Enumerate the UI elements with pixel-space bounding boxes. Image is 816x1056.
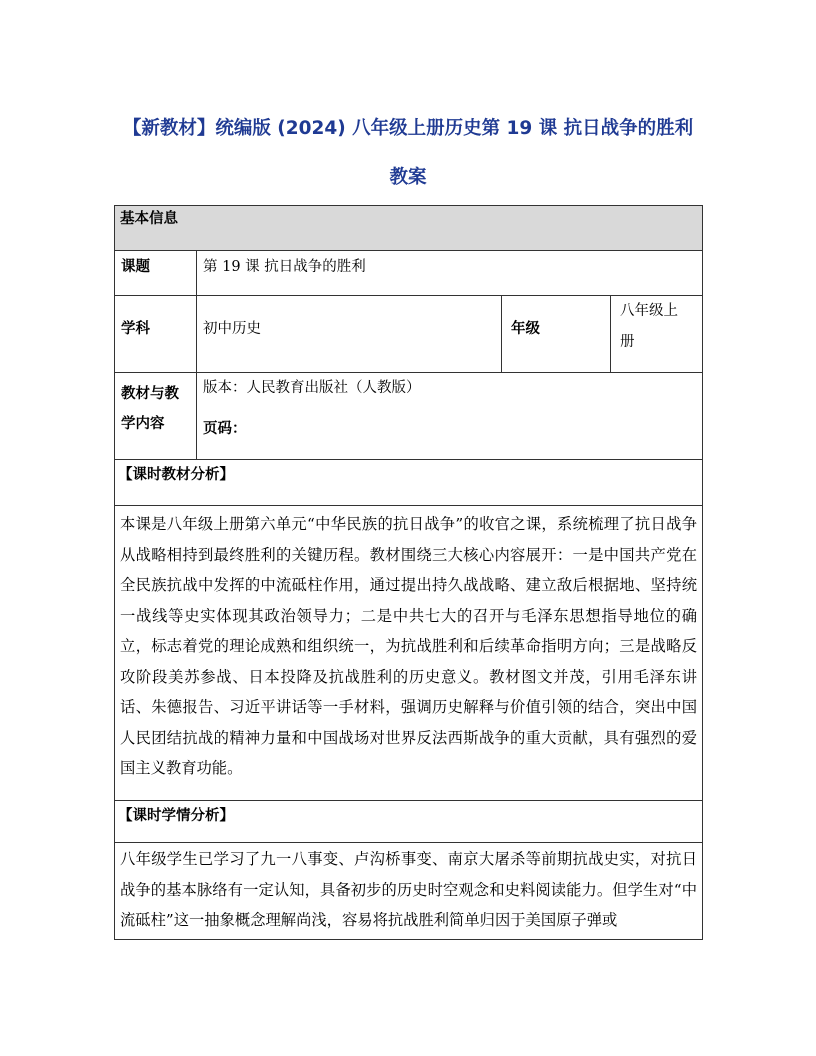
- learner-paragraph: 八年级学生已学习了九一八事变、卢沟桥事变、南京大屠杀等前期抗战史实，对抗日战争的基本脉络有一定认知，具备初步的历史时空观念和史料阅读能力。但学生对“中流砥柱”这一抽象概念理解尚浅，容易将抗战胜利简单归因于美国原子弹或: [120, 850, 697, 929]
- learner-header: 【课时学情分析】: [118, 808, 234, 824]
- table-rule: [114, 250, 703, 251]
- grade-value-line1: 八年级上: [620, 303, 678, 319]
- table-column-rule: [501, 295, 502, 372]
- basic-info-header: 基本信息: [120, 211, 178, 227]
- subject-value: 初中历史: [203, 321, 261, 337]
- pages-text: 页码：: [203, 421, 247, 437]
- table-border-right: [702, 205, 703, 940]
- grade-label: 年级: [511, 321, 540, 337]
- table-rule: [114, 372, 703, 373]
- analysis-header-row: [114, 459, 703, 505]
- document-title-line2: 教案: [389, 167, 427, 188]
- lesson-plan-table: [114, 205, 703, 940]
- table-border-top: [114, 205, 703, 206]
- table-rule: [114, 505, 703, 506]
- basic-info-row: [114, 205, 703, 250]
- table-rule: [114, 459, 703, 460]
- textbook-label-line2: 学内容: [121, 416, 165, 432]
- analysis-text-row: [114, 505, 703, 800]
- table-rule: [114, 800, 703, 801]
- table-column-rule: [610, 295, 611, 372]
- textbook-row: [114, 372, 703, 459]
- learner-text-row: [114, 842, 703, 940]
- table-column-rule: [196, 250, 197, 459]
- table-rule: [114, 295, 703, 296]
- subject-label: 学科: [121, 321, 150, 337]
- table-rule: [114, 842, 703, 843]
- edition-text: 版本：人民教育出版社（人教版）: [203, 380, 421, 396]
- topic-value: 第 19 课 抗日战争的胜利: [203, 259, 366, 275]
- grade-value-line2: 册: [620, 334, 635, 350]
- analysis-paragraph: 本课是八年级上册第六单元“中华民族的抗日战争”的收官之课，系统梳理了抗日战争从战略相持到最终胜利的关键历程。教材围绕三大核心内容展开：一是中国共产党在全民族抗战中发挥的中流砥柱作用，通过提出持久战战略、建立敌后根据地、坚持统一战线等史实体现其政治领导力；二是中共七大的召开与毛泽东思想指导地位的确立，标志着党的理论成熟和组织统一，为抗战胜利和后续革命指明方向；三是战略反攻阶段美苏参战、日本投降及抗战胜利的历史意义。教材图文并茂，引用毛泽东讲话、朱德报告、习近平讲话等一手材料，强调历史解释与价值引领的结合，突出中国人民团结抗战的精神力量和中国战场对世界反法西斯战争的重大贡献，具有强烈的爱国主义教育功能。: [120, 515, 697, 777]
- textbook-label-line1: 教材与教: [121, 386, 179, 402]
- topic-label: 课题: [121, 259, 150, 275]
- analysis-header: 【课时教材分析】: [118, 467, 234, 483]
- table-border-bottom: [114, 939, 703, 940]
- learner-header-row: [114, 800, 703, 842]
- subject-row: [114, 295, 703, 372]
- document-title-line1: 【新教材】统编版 (2024) 八年级上册历史第 19 课 抗日战争的胜利: [122, 118, 694, 139]
- table-border-left: [114, 205, 115, 940]
- topic-row: [114, 250, 703, 295]
